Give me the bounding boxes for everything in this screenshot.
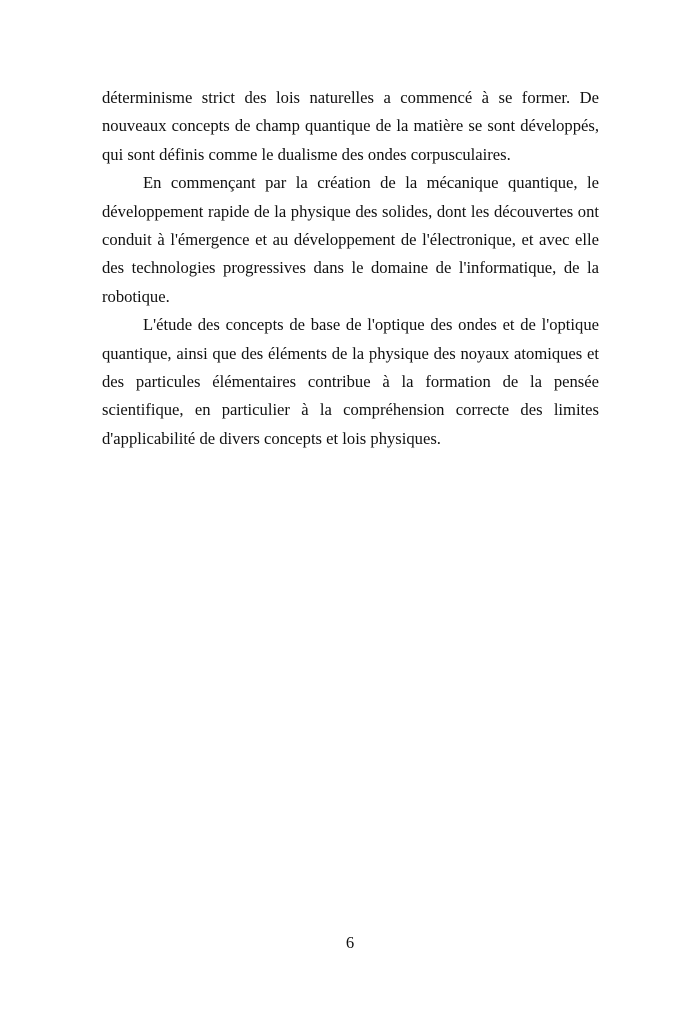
page-number: 6	[345, 933, 355, 952]
paragraph-optics-study: L'étude des concepts de base de l'optique des ondes et de l'optique quantique, ainsi que des éléments de la physique des noyaux atomiques et des particules élémentaires contribue à la formation de la pensée scientifique, en particulier à la compréhension correcte des limites d'applicabilité de divers concepts et lois physiques.	[102, 315, 599, 448]
paragraph-continuation: déterminisme strict des lois naturelles a commencé à se former. De nouveaux concepts de champ quantique de la matière se sont développés, qui sont définis comme le dualisme des ondes corpusculaires.	[102, 88, 599, 164]
paragraph-quantum-mechanics: En commençant par la création de la mécanique quantique, le développement rapide de la physique des solides, dont les découvertes ont conduit à l'émergence et au développement de l'électronique, et avec elle des technologies progressives dans le domaine de l'informatique, de la robotique.	[102, 173, 599, 306]
body-text	[102, 84, 599, 453]
